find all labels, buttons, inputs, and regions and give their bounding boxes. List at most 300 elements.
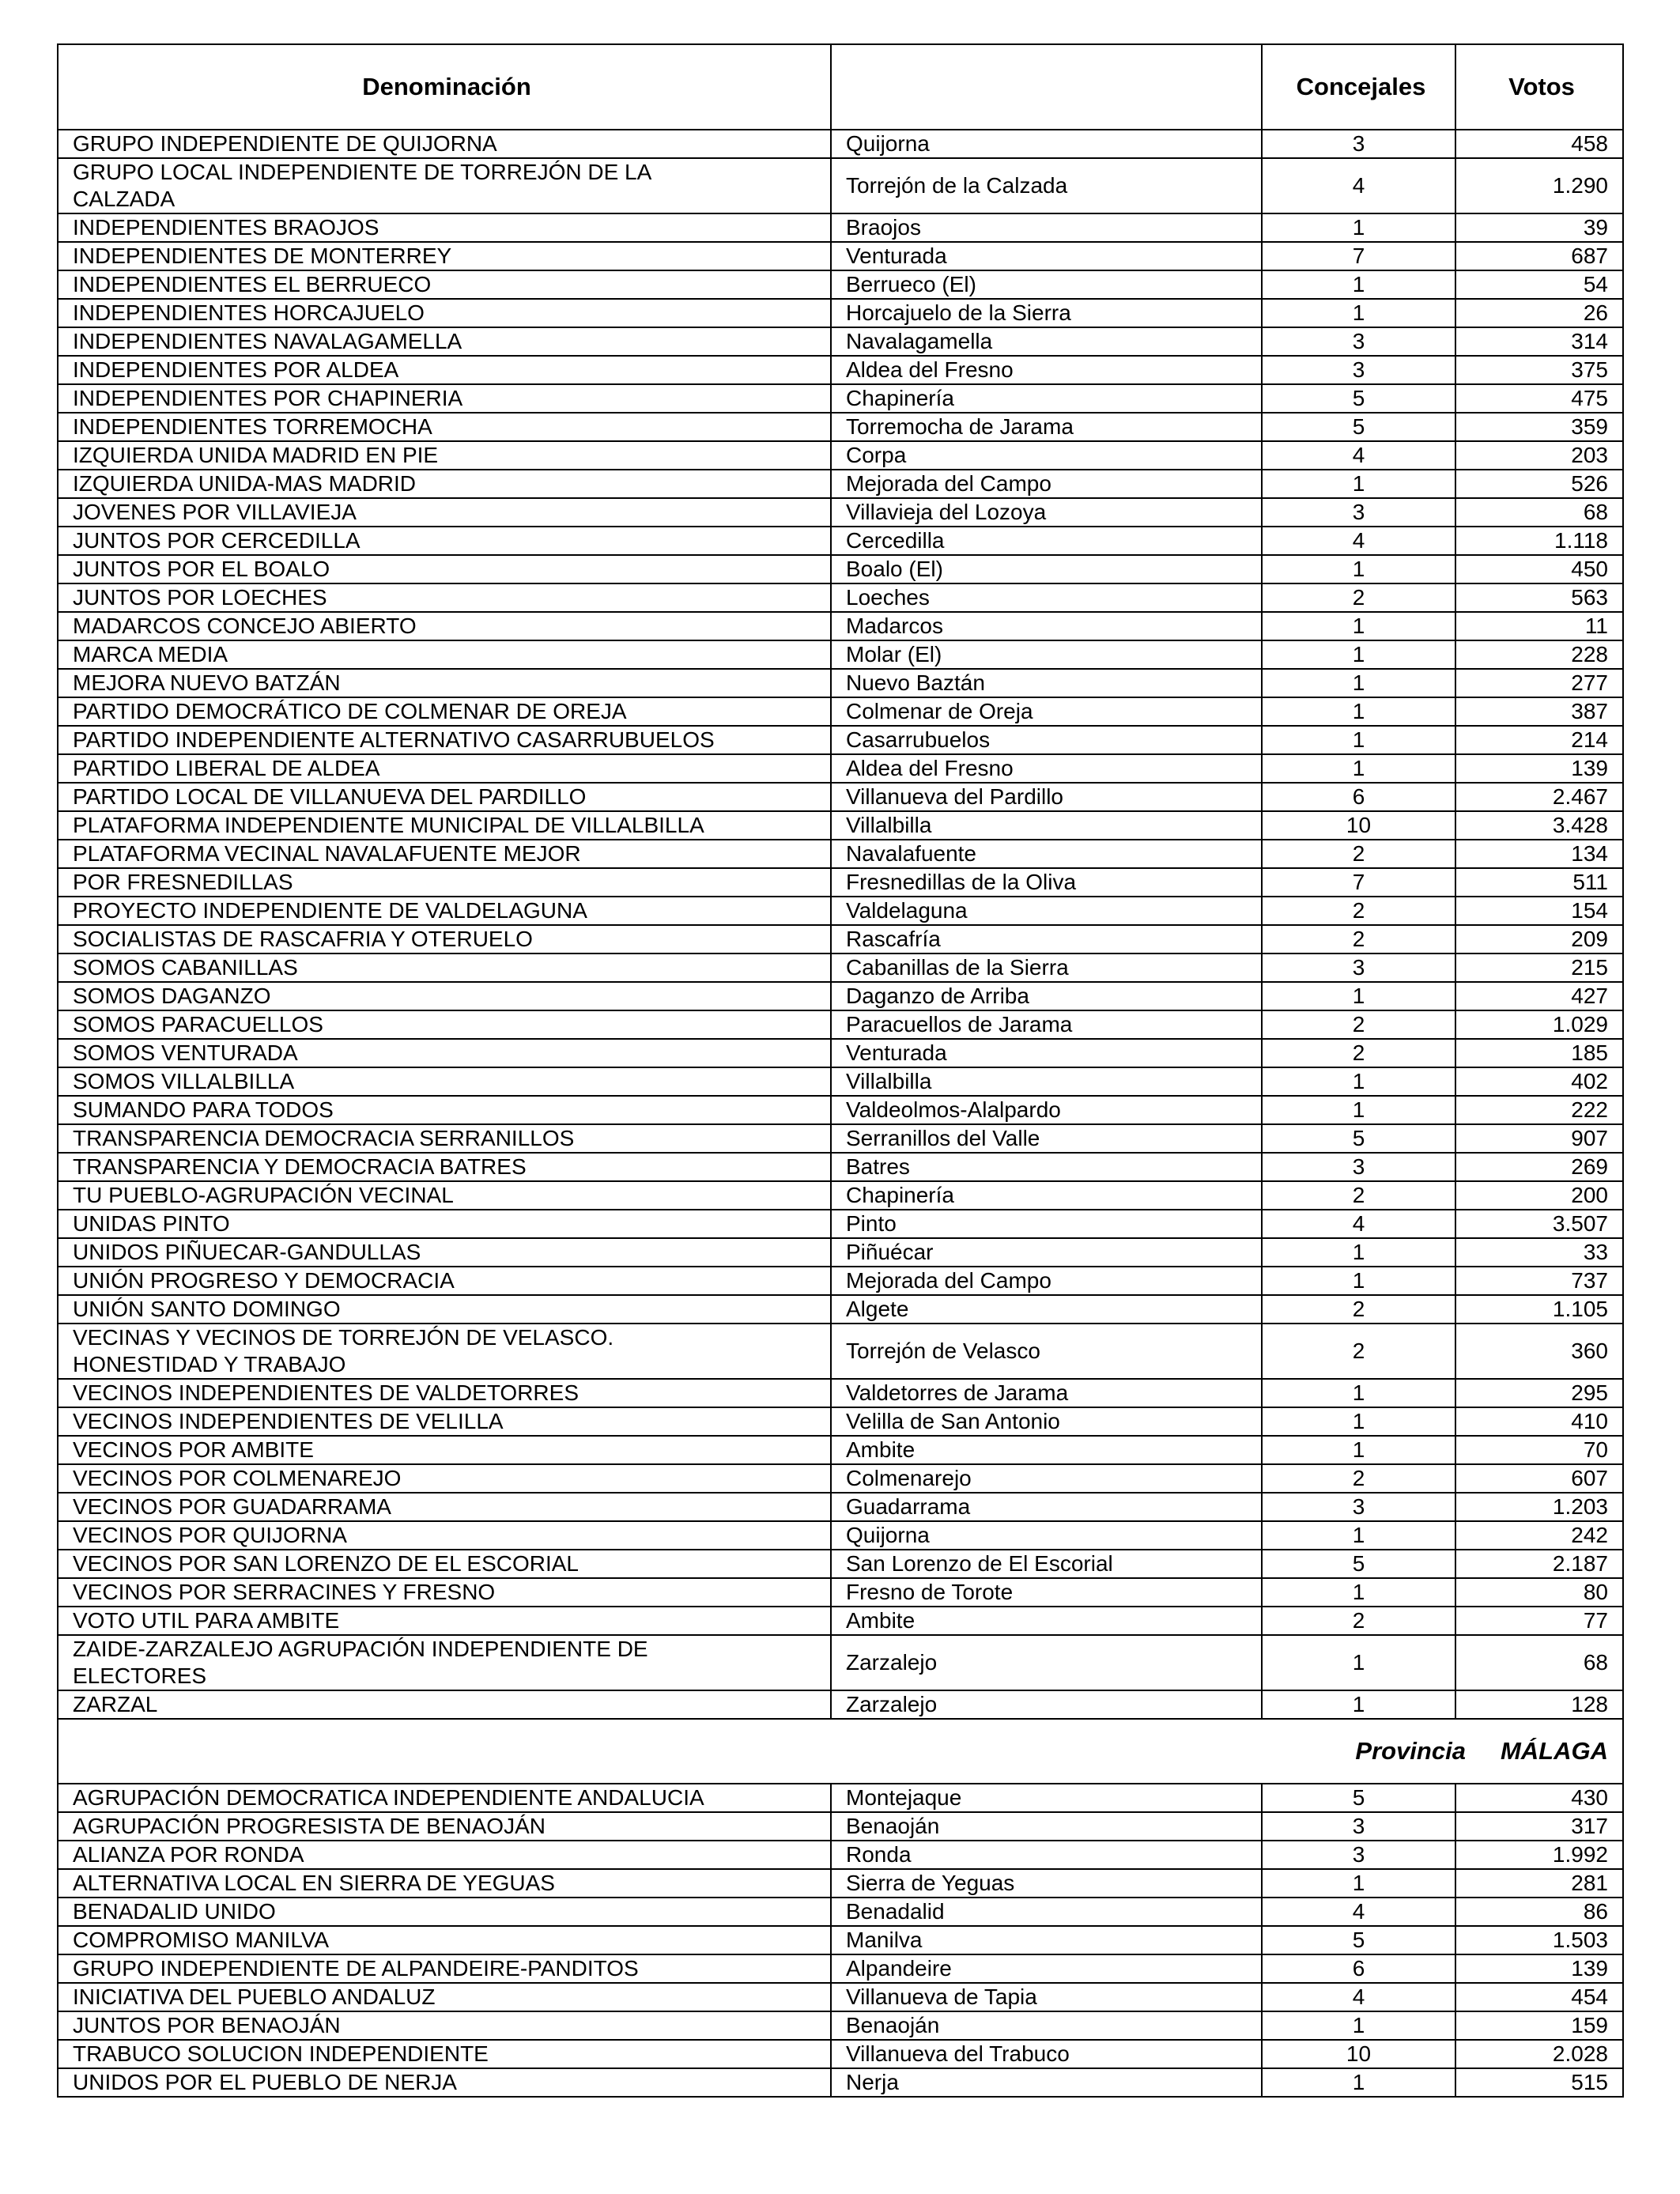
municipality-cell: Horcajuelo de la Sierra [831,299,1262,327]
table-row [58,669,1623,697]
municipality-cell: Madarcos [831,612,1262,640]
concejales-cell: 1 [1262,1267,1455,1295]
municipality-cell: Villalbilla [831,1067,1262,1096]
municipality-cell: Benaoján [831,2011,1262,2040]
party-cell: AGRUPACIÓN DEMOCRATICA INDEPENDIENTE ANDALUCIA [58,1784,831,1812]
municipality-cell: Fresno de Torote [831,1578,1262,1607]
table-row [58,2068,1623,2097]
table-row [58,925,1623,954]
concejales-cell: 2 [1262,1464,1455,1493]
votos-cell: 203 [1455,441,1623,470]
municipality-cell: Quijorna [831,1521,1262,1550]
votos-cell: 134 [1455,840,1623,868]
votos-cell: 80 [1455,1578,1623,1607]
party-cell: VECINAS Y VECINOS DE TORREJÓN DE VELASCO. HONESTIDAD Y TRABAJO [58,1324,831,1379]
votos-cell: 515 [1455,2068,1623,2097]
votos-cell: 3.428 [1455,811,1623,840]
table-row [58,1295,1623,1324]
municipality-cell: Velilla de San Antonio [831,1407,1262,1436]
party-cell: JUNTOS POR CERCEDILLA [58,527,831,555]
party-cell: SOMOS CABANILLAS [58,954,831,982]
municipality-cell: Guadarrama [831,1493,1262,1521]
concejales-cell: 6 [1262,1954,1455,1983]
concejales-cell: 3 [1262,1153,1455,1181]
table-row [58,327,1623,356]
municipality-cell: Montejaque [831,1784,1262,1812]
votos-cell: 269 [1455,1153,1623,1181]
table-row [58,1153,1623,1181]
table-row [58,640,1623,669]
votos-cell: 139 [1455,1954,1623,1983]
municipality-cell: Fresnedillas de la Oliva [831,868,1262,897]
municipality-cell: Villalbilla [831,811,1262,840]
municipality-cell: Paracuellos de Jarama [831,1010,1262,1039]
votos-cell: 511 [1455,868,1623,897]
party-cell: JUNTOS POR LOECHES [58,583,831,612]
municipality-cell: Batres [831,1153,1262,1181]
votos-cell: 86 [1455,1898,1623,1926]
municipality-cell: Quijorna [831,130,1262,158]
municipality-cell: Loeches [831,583,1262,612]
table-row [58,130,1623,158]
madrid-rows [58,130,1623,1719]
votos-cell: 607 [1455,1464,1623,1493]
table-row [58,1550,1623,1578]
table-row [58,897,1623,925]
party-cell: INDEPENDIENTES POR ALDEA [58,356,831,384]
party-cell: SOMOS DAGANZO [58,982,831,1010]
table-row [58,1436,1623,1464]
concejales-cell: 7 [1262,868,1455,897]
votos-cell: 11 [1455,612,1623,640]
municipality-cell: Algete [831,1295,1262,1324]
party-cell: VECINOS POR SAN LORENZO DE EL ESCORIAL [58,1550,831,1578]
table-row [58,1578,1623,1607]
votos-cell: 2.467 [1455,783,1623,811]
party-cell: IZQUIERDA UNIDA MADRID EN PIE [58,441,831,470]
concejales-cell: 2 [1262,1010,1455,1039]
municipality-cell: Rascafría [831,925,1262,954]
table-row [58,242,1623,270]
concejales-cell: 1 [1262,1436,1455,1464]
concejales-cell: 3 [1262,1493,1455,1521]
municipality-cell: Casarrubuelos [831,726,1262,754]
party-cell: SOMOS VILLALBILLA [58,1067,831,1096]
municipality-cell: Piñuécar [831,1238,1262,1267]
votos-cell: 295 [1455,1379,1623,1407]
concejales-cell: 2 [1262,840,1455,868]
party-cell: PARTIDO DEMOCRÁTICO DE COLMENAR DE OREJA [58,697,831,726]
concejales-cell: 1 [1262,640,1455,669]
municipality-cell: Nerja [831,2068,1262,2097]
votos-cell: 1.029 [1455,1010,1623,1039]
concejales-cell: 4 [1262,441,1455,470]
concejales-cell: 2 [1262,1295,1455,1324]
table-row [58,1784,1623,1812]
concejales-cell: 5 [1262,384,1455,413]
table-row [58,1267,1623,1295]
party-cell: UNIDAS PINTO [58,1210,831,1238]
concejales-cell: 2 [1262,925,1455,954]
municipality-cell: Sierra de Yeguas [831,1869,1262,1898]
votos-cell: 77 [1455,1607,1623,1635]
table-row [58,213,1623,242]
votos-cell: 410 [1455,1407,1623,1436]
party-cell: MADARCOS CONCEJO ABIERTO [58,612,831,640]
municipality-cell: Aldea del Fresno [831,356,1262,384]
votos-cell: 454 [1455,1983,1623,2011]
party-cell: MARCA MEDIA [58,640,831,669]
municipality-cell: Torrejón de la Calzada [831,158,1262,213]
votos-cell: 277 [1455,669,1623,697]
municipality-cell: Cercedilla [831,527,1262,555]
municipality-cell: Mejorada del Campo [831,1267,1262,1295]
votos-cell: 242 [1455,1521,1623,1550]
table-row [58,1324,1623,1379]
municipality-cell: Mejorada del Campo [831,470,1262,498]
table-row [58,840,1623,868]
party-cell: INDEPENDIENTES EL BERRUECO [58,270,831,299]
concejales-cell: 1 [1262,726,1455,754]
table-row [58,158,1623,213]
votos-cell: 3.507 [1455,1210,1623,1238]
municipality-cell: Villavieja del Lozoya [831,498,1262,527]
table-row [58,1521,1623,1550]
votos-cell: 128 [1455,1690,1623,1719]
concejales-cell: 7 [1262,242,1455,270]
party-cell: PARTIDO LIBERAL DE ALDEA [58,754,831,783]
party-cell: UNIDOS POR EL PUEBLO DE NERJA [58,2068,831,2097]
municipality-cell: Daganzo de Arriba [831,982,1262,1010]
table-row [58,868,1623,897]
concejales-cell: 1 [1262,555,1455,583]
votos-cell: 314 [1455,327,1623,356]
municipality-cell: Chapinería [831,384,1262,413]
votos-cell: 215 [1455,954,1623,982]
party-cell: PLATAFORMA VECINAL NAVALAFUENTE MEJOR [58,840,831,868]
municipality-cell: Boalo (El) [831,555,1262,583]
table-row [58,2040,1623,2068]
votos-cell: 375 [1455,356,1623,384]
header-votos: Votos [1455,44,1623,130]
votos-cell: 54 [1455,270,1623,299]
party-cell: UNIÓN SANTO DOMINGO [58,1295,831,1324]
votos-cell: 1.105 [1455,1295,1623,1324]
concejales-cell: 10 [1262,2040,1455,2068]
municipality-cell: Zarzalejo [831,1635,1262,1690]
votos-cell: 427 [1455,982,1623,1010]
party-cell: SOMOS PARACUELLOS [58,1010,831,1039]
municipality-cell: Benaoján [831,1812,1262,1841]
municipality-cell: Berrueco (El) [831,270,1262,299]
concejales-cell: 1 [1262,2011,1455,2040]
party-cell: BENADALID UNIDO [58,1898,831,1926]
votos-cell: 1.203 [1455,1493,1623,1521]
table-row [58,811,1623,840]
header-denominacion: Denominación [58,44,831,130]
votos-cell: 387 [1455,697,1623,726]
municipality-cell: Torrejón de Velasco [831,1324,1262,1379]
province-cell [58,1719,1623,1784]
votos-cell: 359 [1455,413,1623,441]
votos-cell: 317 [1455,1812,1623,1841]
concejales-cell: 6 [1262,783,1455,811]
header-concejales: Concejales [1262,44,1455,130]
municipality-cell: Zarzalejo [831,1690,1262,1719]
concejales-cell: 1 [1262,2068,1455,2097]
table-row [58,982,1623,1010]
concejales-cell: 4 [1262,158,1455,213]
party-cell: SOMOS VENTURADA [58,1039,831,1067]
concejales-cell: 1 [1262,270,1455,299]
concejales-cell: 3 [1262,356,1455,384]
concejales-cell: 3 [1262,498,1455,527]
votos-cell: 360 [1455,1324,1623,1379]
header-row [58,44,1623,130]
table-row [58,612,1623,640]
votos-cell: 687 [1455,242,1623,270]
table-row [58,1039,1623,1067]
municipality-cell: Venturada [831,1039,1262,1067]
votos-cell: 458 [1455,130,1623,158]
concejales-cell: 4 [1262,1898,1455,1926]
concejales-cell: 1 [1262,1067,1455,1096]
party-cell: INDEPENDIENTES BRAOJOS [58,213,831,242]
municipality-cell: Valdelaguna [831,897,1262,925]
municipality-cell: Villanueva de Tapia [831,1983,1262,2011]
table-row [58,356,1623,384]
table-row [58,954,1623,982]
party-cell: SOCIALISTAS DE RASCAFRIA Y OTERUELO [58,925,831,954]
votos-cell: 430 [1455,1784,1623,1812]
party-cell: VECINOS POR COLMENAREJO [58,1464,831,1493]
concejales-cell: 10 [1262,811,1455,840]
table-row [58,726,1623,754]
concejales-cell: 5 [1262,1124,1455,1153]
table-row [58,1983,1623,2011]
votos-cell: 526 [1455,470,1623,498]
concejales-cell: 1 [1262,213,1455,242]
table-row [58,1464,1623,1493]
province-label: Provincia [1355,1737,1466,1765]
municipality-cell: Ambite [831,1436,1262,1464]
party-cell: INICIATIVA DEL PUEBLO ANDALUZ [58,1983,831,2011]
concejales-cell: 2 [1262,1324,1455,1379]
party-cell: COMPROMISO MANILVA [58,1926,831,1954]
concejales-cell: 1 [1262,612,1455,640]
concejales-cell: 3 [1262,1812,1455,1841]
municipality-cell: Benadalid [831,1898,1262,1926]
concejales-cell: 1 [1262,1096,1455,1124]
table-row [58,1124,1623,1153]
concejales-cell: 1 [1262,754,1455,783]
concejales-cell: 1 [1262,1635,1455,1690]
party-cell: JUNTOS POR BENAOJÁN [58,2011,831,2040]
votos-cell: 139 [1455,754,1623,783]
concejales-cell: 1 [1262,1238,1455,1267]
party-cell: GRUPO INDEPENDIENTE DE QUIJORNA [58,130,831,158]
party-cell: INDEPENDIENTES NAVALAGAMELLA [58,327,831,356]
table-row [58,1096,1623,1124]
votos-cell: 475 [1455,384,1623,413]
municipality-cell: Colmenarejo [831,1464,1262,1493]
party-cell: UNIDOS PIÑUECAR-GANDULLAS [58,1238,831,1267]
table-row [58,384,1623,413]
municipality-cell: Navalagamella [831,327,1262,356]
party-cell: TRABUCO SOLUCION INDEPENDIENTE [58,2040,831,2068]
votos-cell: 1.992 [1455,1841,1623,1869]
table-row [58,270,1623,299]
concejales-cell: 1 [1262,299,1455,327]
votos-cell: 26 [1455,299,1623,327]
table-row [58,1010,1623,1039]
votos-cell: 563 [1455,583,1623,612]
concejales-cell: 1 [1262,1379,1455,1407]
table-row [58,1210,1623,1238]
party-cell: TRANSPARENCIA Y DEMOCRACIA BATRES [58,1153,831,1181]
table-row [58,470,1623,498]
concejales-cell: 5 [1262,413,1455,441]
party-cell: INDEPENDIENTES POR CHAPINERIA [58,384,831,413]
concejales-cell: 4 [1262,1983,1455,2011]
table-row [58,1181,1623,1210]
votos-cell: 39 [1455,213,1623,242]
municipality-cell: Corpa [831,441,1262,470]
table-row [58,1407,1623,1436]
table-row [58,1812,1623,1841]
municipality-cell: Villanueva del Trabuco [831,2040,1262,2068]
municipality-cell: San Lorenzo de El Escorial [831,1550,1262,1578]
concejales-cell: 1 [1262,1869,1455,1898]
party-cell: PARTIDO INDEPENDIENTE ALTERNATIVO CASARRUBUELOS [58,726,831,754]
party-cell: VECINOS POR GUADARRAMA [58,1493,831,1521]
votos-cell: 281 [1455,1869,1623,1898]
votos-cell: 907 [1455,1124,1623,1153]
concejales-cell: 2 [1262,1607,1455,1635]
concejales-cell: 5 [1262,1784,1455,1812]
concejales-cell: 1 [1262,470,1455,498]
table-row [58,1635,1623,1690]
party-cell: ZARZAL [58,1690,831,1719]
party-cell: INDEPENDIENTES HORCAJUELO [58,299,831,327]
table-row [58,2011,1623,2040]
table-row [58,441,1623,470]
municipality-cell: Chapinería [831,1181,1262,1210]
concejales-cell: 3 [1262,954,1455,982]
party-cell: PROYECTO INDEPENDIENTE DE VALDELAGUNA [58,897,831,925]
municipality-cell: Valdetorres de Jarama [831,1379,1262,1407]
party-cell: INDEPENDIENTES TORREMOCHA [58,413,831,441]
municipality-cell: Valdeolmos-Alalpardo [831,1096,1262,1124]
concejales-cell: 4 [1262,527,1455,555]
table-row [58,299,1623,327]
municipality-cell: Aldea del Fresno [831,754,1262,783]
votos-cell: 1.118 [1455,527,1623,555]
party-cell: TU PUEBLO-AGRUPACIÓN VECINAL [58,1181,831,1210]
votos-cell: 70 [1455,1436,1623,1464]
table-row [58,413,1623,441]
table-row [58,754,1623,783]
table-row [58,1607,1623,1635]
votos-cell: 68 [1455,1635,1623,1690]
votos-cell: 402 [1455,1067,1623,1096]
municipality-cell: Braojos [831,213,1262,242]
votos-cell: 200 [1455,1181,1623,1210]
party-cell: VECINOS INDEPENDIENTES DE VELILLA [58,1407,831,1436]
header-municipio [831,44,1262,130]
municipality-cell: Colmenar de Oreja [831,697,1262,726]
concejales-cell: 1 [1262,1690,1455,1719]
party-cell: VECINOS INDEPENDIENTES DE VALDETORRES [58,1379,831,1407]
table-row [58,583,1623,612]
party-cell: PARTIDO LOCAL DE VILLANUEVA DEL PARDILLO [58,783,831,811]
concejales-cell: 3 [1262,327,1455,356]
concejales-cell: 1 [1262,1521,1455,1550]
table-row [58,1067,1623,1096]
votos-cell: 209 [1455,925,1623,954]
municipality-cell: Cabanillas de la Sierra [831,954,1262,982]
votos-cell: 222 [1455,1096,1623,1124]
votos-cell: 2.028 [1455,2040,1623,2068]
party-cell: JOVENES POR VILLAVIEJA [58,498,831,527]
table-row [58,498,1623,527]
concejales-cell: 4 [1262,1210,1455,1238]
table-row [58,527,1623,555]
party-cell: ALIANZA POR RONDA [58,1841,831,1869]
concejales-cell: 5 [1262,1550,1455,1578]
municipality-cell: Torremocha de Jarama [831,413,1262,441]
municipality-cell: Molar (El) [831,640,1262,669]
votos-cell: 450 [1455,555,1623,583]
municipality-cell: Ronda [831,1841,1262,1869]
table-row [58,1926,1623,1954]
votos-cell: 1.290 [1455,158,1623,213]
table-row [58,1841,1623,1869]
results-table [57,43,1624,2098]
concejales-cell: 3 [1262,1841,1455,1869]
municipality-cell: Manilva [831,1926,1262,1954]
party-cell: AGRUPACIÓN PROGRESISTA DE BENAOJÁN [58,1812,831,1841]
party-cell: GRUPO INDEPENDIENTE DE ALPANDEIRE-PANDITOS [58,1954,831,1983]
malaga-rows [58,1784,1623,2097]
party-cell: VECINOS POR SERRACINES Y FRESNO [58,1578,831,1607]
table-row [58,1898,1623,1926]
table-row [58,1954,1623,1983]
table-row [58,1238,1623,1267]
table-row [58,1493,1623,1521]
votos-cell: 154 [1455,897,1623,925]
municipality-cell: Alpandeire [831,1954,1262,1983]
municipality-cell: Nuevo Baztán [831,669,1262,697]
votos-cell: 1.503 [1455,1926,1623,1954]
province-name: MÁLAGA [1500,1737,1608,1765]
votos-cell: 159 [1455,2011,1623,2040]
concejales-cell: 1 [1262,1407,1455,1436]
municipality-cell: Navalafuente [831,840,1262,868]
table-row [58,555,1623,583]
concejales-cell: 3 [1262,130,1455,158]
concejales-cell: 2 [1262,583,1455,612]
votos-cell: 737 [1455,1267,1623,1295]
results-page [57,43,1622,2098]
concejales-cell: 1 [1262,697,1455,726]
party-cell: GRUPO LOCAL INDEPENDIENTE DE TORREJÓN DE LA CALZADA [58,158,831,213]
votos-cell: 68 [1455,498,1623,527]
party-cell: JUNTOS POR EL BOALO [58,555,831,583]
party-cell: TRANSPARENCIA DEMOCRACIA SERRANILLOS [58,1124,831,1153]
party-cell: INDEPENDIENTES DE MONTERREY [58,242,831,270]
concejales-cell: 1 [1262,982,1455,1010]
